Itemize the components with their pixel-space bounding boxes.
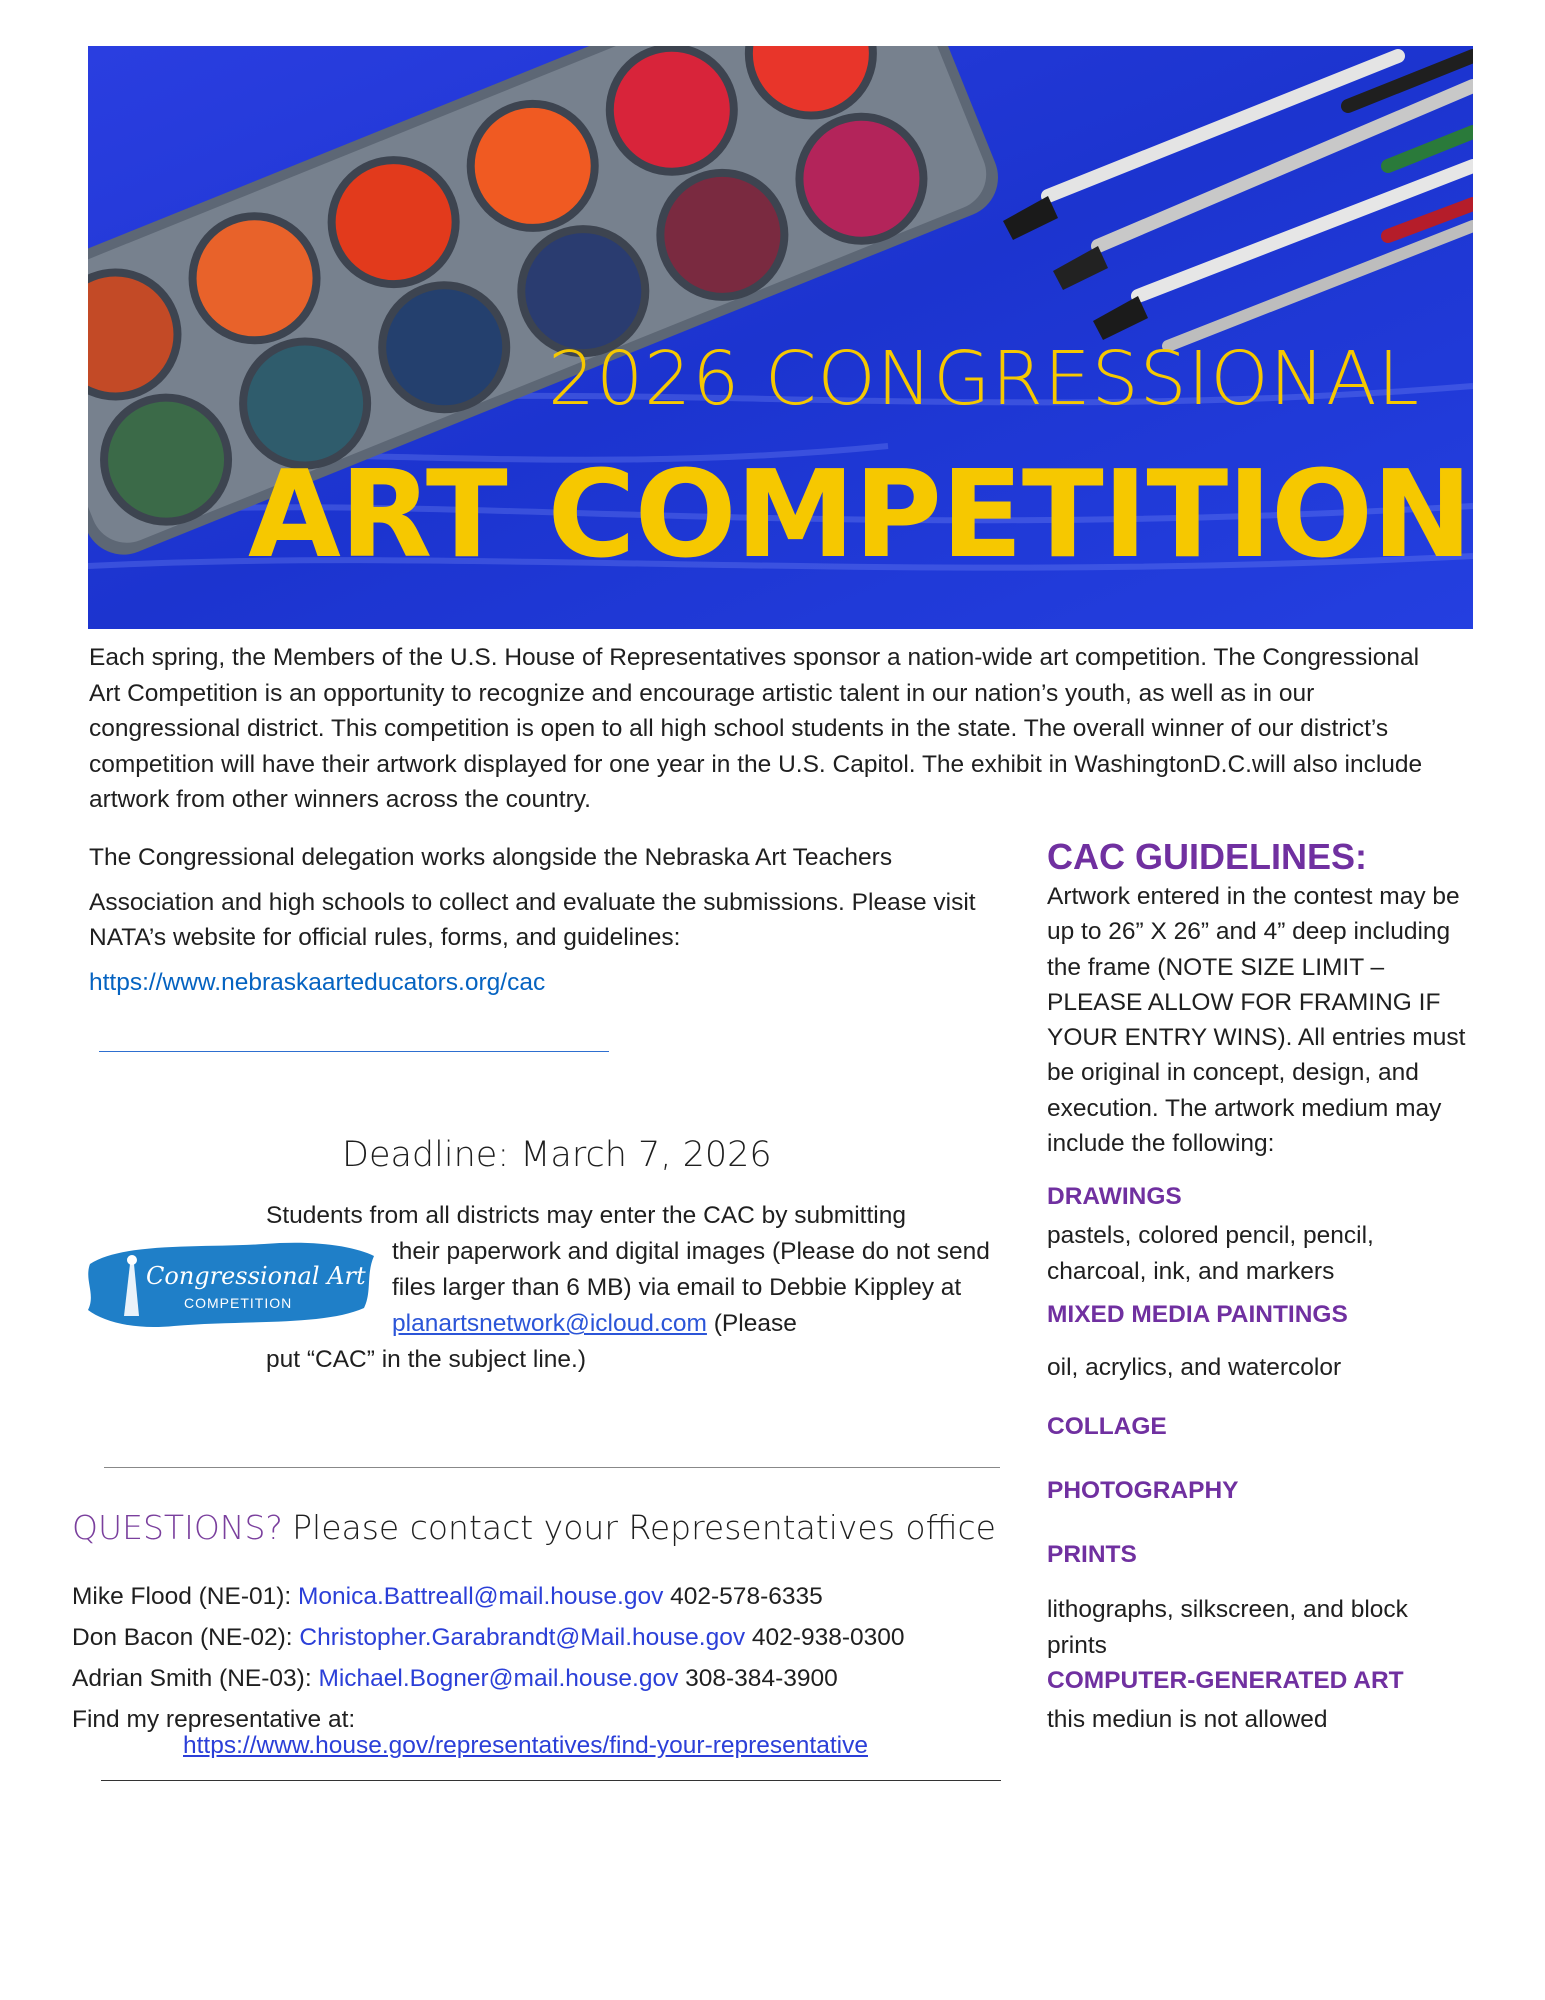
submission-line3: put “CAC” in the subject line.) [266,1346,586,1373]
category-photography: PHOTOGRAPHY [1047,1477,1239,1505]
submission-email-link[interactable]: planartsnetwork@icloud.com [392,1310,707,1337]
category-drawings-desc: pastels, colored pencil, pencil, charcoal, ink, and markers [1047,1222,1374,1285]
category-collage: COLLAGE [1047,1413,1167,1441]
category-computer-generated-desc: this mediun is not allowed [1047,1705,1328,1733]
contact-row [72,1658,1032,1699]
contact-phone: 308-384-3900 [678,1665,838,1692]
category-drawings: DRAWINGS [1047,1183,1182,1211]
intro-paragraph: Each spring, the Members of the U.S. House of Representatives sponsor a nation-wide art competition. The Congressional Art Competition is an opportunity to recognize and encourage artistic talent in our nation’s youth, as well as in our congressional district. This competition is open to all high school students in the state. The overall winner of our district’s competition will have their artwork displayed for one year in the U.S. Capitol. The exhibit in WashingtonD.C.will also include artwork from other winners across the country. [89,644,1423,813]
congressional-art-competition-logo [84,1234,376,1334]
delegation-line1: The Congressional delegation works alongside the Nebraska Art Teachers [89,844,893,871]
guidelines-body: Artwork entered in the contest may be up to 26” X 26” and 4” deep including the frame (NOTE SIZE LIMIT – PLEASE ALLOW FOR FRAMING IF YOUR ENTRY WINS). All entries must be original in concept, design, and execution. The artwork medium may include the following: [1047,883,1466,1158]
logo-caption: COMPETITION [184,1295,293,1311]
category-computer-generated: COMPUTER-GENERATED ART [1047,1666,1404,1694]
contact-phone: 402-578-6335 [663,1583,823,1610]
delegation-section [89,840,1019,1000]
contact-email-link[interactable]: Michael.Bogner@mail.house.gov [318,1665,679,1692]
deadline-heading: Deadline: March 7, 2026 [342,1135,772,1175]
banner-title-line1: 2026 CONGRESSIONAL [548,336,1420,422]
questions-label: QUESTIONS? [72,1508,283,1547]
contact-row [72,1617,1032,1658]
banner-title-line2: ART COMPETITION [248,446,1472,585]
questions-heading [72,1508,1032,1547]
contact-name: Adrian Smith (NE-03): [72,1665,319,1692]
category-mixed-media-desc: oil, acrylics, and watercolor [1047,1353,1342,1381]
submission-line2 [392,1234,1012,1342]
category-mixed-media: MIXED MEDIA PAINTINGS [1047,1300,1348,1328]
divider-black [101,1780,1001,1781]
submission-line2-end: (Please [713,1310,797,1337]
contact-phone: 402-938-0300 [745,1624,905,1651]
find-rep-label: Find my representative at: [72,1706,356,1733]
divider-blue [99,1051,609,1052]
contact-name: Mike Flood (NE-01): [72,1583,299,1610]
submission-line1: Students from all districts may enter the CAC by submitting [266,1202,906,1229]
contact-email-link[interactable]: Monica.Battreall@mail.house.gov [298,1583,664,1610]
divider-gray [104,1467,1000,1468]
contacts-list [72,1576,1032,1740]
logo-script-text: Congressional Art [146,1262,366,1290]
questions-text: Please contact your Representatives office [292,1508,996,1547]
submission-line2-text: their paperwork and digital images (Please do not send files larger than 6 MB) via email to Debbie Kippley at [392,1238,990,1301]
guidelines-heading: CAC GUIDELINES: [1047,836,1368,877]
contact-email-link[interactable]: Christopher.Garabrandt@Mail.house.gov [299,1624,746,1651]
category-prints: PRINTS [1047,1541,1137,1569]
find-representative-link[interactable]: https://www.house.gov/representatives/find-your-representative [183,1732,868,1759]
contact-row [72,1576,1032,1617]
hero-banner [88,46,1473,629]
delegation-line2: Association and high schools to collect and evaluate the submissions. Please visit NATA’s website for official rules, forms, and guidelines: [89,889,976,951]
nata-website-link[interactable]: https://www.nebraskaarteducators.org/cac [89,969,546,996]
category-prints-desc: lithographs, silkscreen, and block prints [1047,1596,1408,1659]
contact-name: Don Bacon (NE-02): [72,1624,300,1651]
guidelines-section [1047,835,1467,1737]
